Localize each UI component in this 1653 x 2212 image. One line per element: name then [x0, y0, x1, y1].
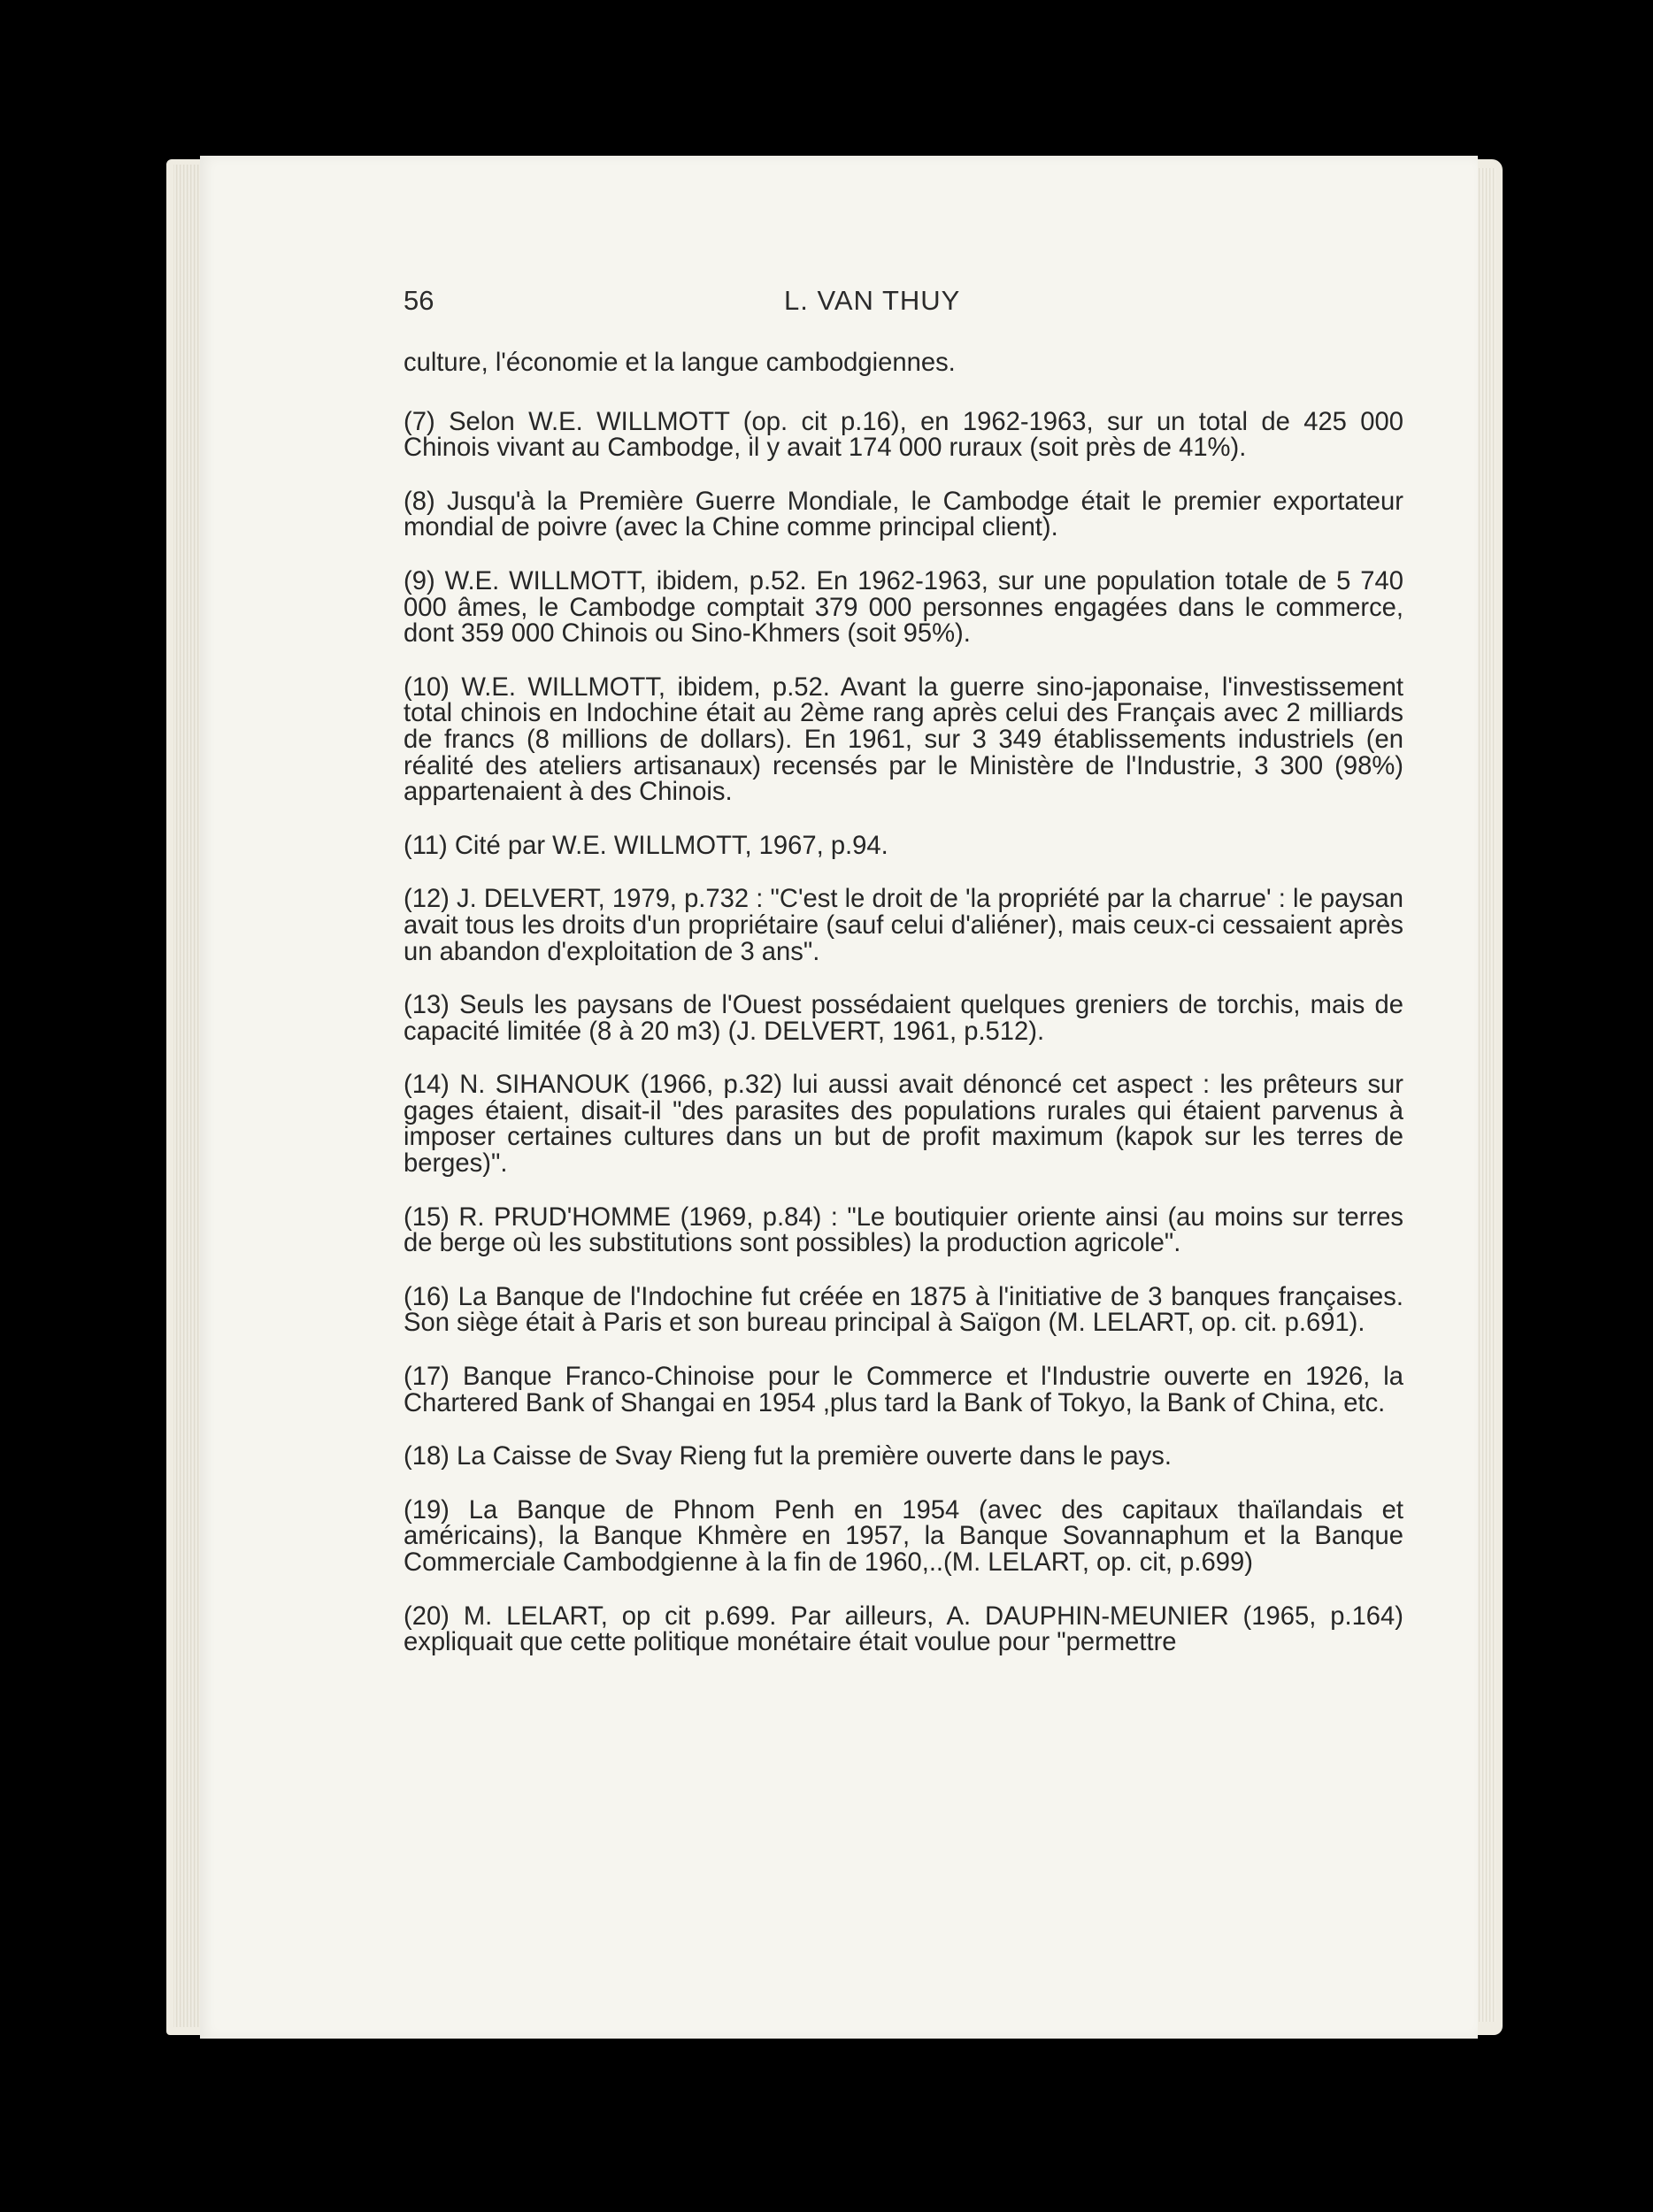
note-18: (18) La Caisse de Svay Rieng fut la première ouverte dans le pays.	[404, 1442, 1172, 1471]
note-continuation: culture, l'économie et la langue cambodgiennes.	[404, 349, 956, 377]
note-11: (11) Cité par W.E. WILLMOTT, 1967, p.94.	[404, 831, 888, 860]
note-20: (20) M. LELART, op cit p.699. Par ailleurs, A. DAUPHIN-MEUNIER (1965, p.164) expliquait que cette politique monétaire était voulue pour "permettre	[404, 1601, 1403, 1657]
note-19: (19) La Banque de Phnom Penh en 1954 (avec des capitaux thaïlandais et américains), la Banque Khmère en 1957, la Banque Sovannaphum et la Banque Commerciale Cambodgienne à la fin de 1960,..(M. LELART, op. cit, p.699)	[404, 1495, 1403, 1577]
note-8: (8) Jusqu'à la Première Guerre Mondiale, le Cambodge était le premier exportateur mondial de poivre (avec la Chine comme principal client).	[404, 487, 1403, 542]
note-15: (15) R. PRUD'HOMME (1969, p.84) : "Le boutiquier oriente ainsi (au moins sur terres de berge où les substitutions sont possibles) la production agricole".	[404, 1202, 1403, 1258]
note-14: (14) N. SIHANOUK (1966, p.32) lui aussi avait dénoncé cet aspect : les prêteurs sur gages étaient, disait-il "des parasites des populations rurales qui étaient parvenus à imposer certaines cultures dans un but de profit maximum (kapok sur les terres de berges)".	[404, 1071, 1403, 1179]
note-17: (17) Banque Franco-Chinoise pour le Commerce et l'Industrie ouverte en 1926, la Chartered Bank of Shangai en 1954 ,plus tard la Bank of Tokyo, la Bank of China, etc.	[404, 1363, 1403, 1417]
notes-text-block	[404, 350, 1403, 1684]
note-10: (10) W.E. WILLMOTT, ibidem, p.52. Avant la guerre sino-japonaise, l'investissement total chinois en Indochine était au 2ème rang après celui des Français avec 2 milliards de francs (8 millions de dollars). En 1961, sur 3 349 établissements industriels (en réalité des ateliers artisanaux) recensés par le Ministère de l'Industrie, 3 300 (98%) appartenaient à des Chinois.	[404, 672, 1403, 807]
note-13: (13) Seuls les paysans de l'Ouest possédaient quelques greniers de torchis, mais de capacité limitée (8 à 20 m3) (J. DELVERT, 1961, p.512).	[404, 991, 1403, 1046]
page-number: 56	[404, 285, 434, 316]
note-9: (9) W.E. WILLMOTT, ibidem, p.52. En 1962-1963, sur une population totale de 5 740 000 âmes, le Cambodge comptait 379 000 personnes engagées dans le commerce, dont 359 000 Chinois ou Sino-Khmers (soit 95%).	[404, 566, 1403, 649]
page-edges-left	[173, 165, 200, 2027]
note-16: (16) La Banque de l'Indochine fut créée en 1875 à l'initiative de 3 banques françaises. Son siège était à Paris et son bureau principal à Saïgon (M. LELART, op. cit. p.691).	[404, 1282, 1403, 1338]
note-12: (12) J. DELVERT, 1979, p.732 : "C'est le droit de 'la propriété par la charrue' : le paysan avait tous les droits d'un propriétaire (sauf celui d'aliéner), mais ceux-ci cessaient après un abandon d'exploitation de 3 ans".	[404, 885, 1403, 966]
running-head-author: L. VAN THUY	[784, 285, 961, 316]
running-head	[404, 283, 1403, 326]
page-edges-right	[1476, 168, 1495, 2022]
note-7: (7) Selon W.E. WILLMOTT (op. cit p.16), en 1962-1963, sur un total de 425 000 Chinois vivant au Cambodge, il y avait 174 000 ruraux (soit près de 41%).	[404, 407, 1403, 463]
